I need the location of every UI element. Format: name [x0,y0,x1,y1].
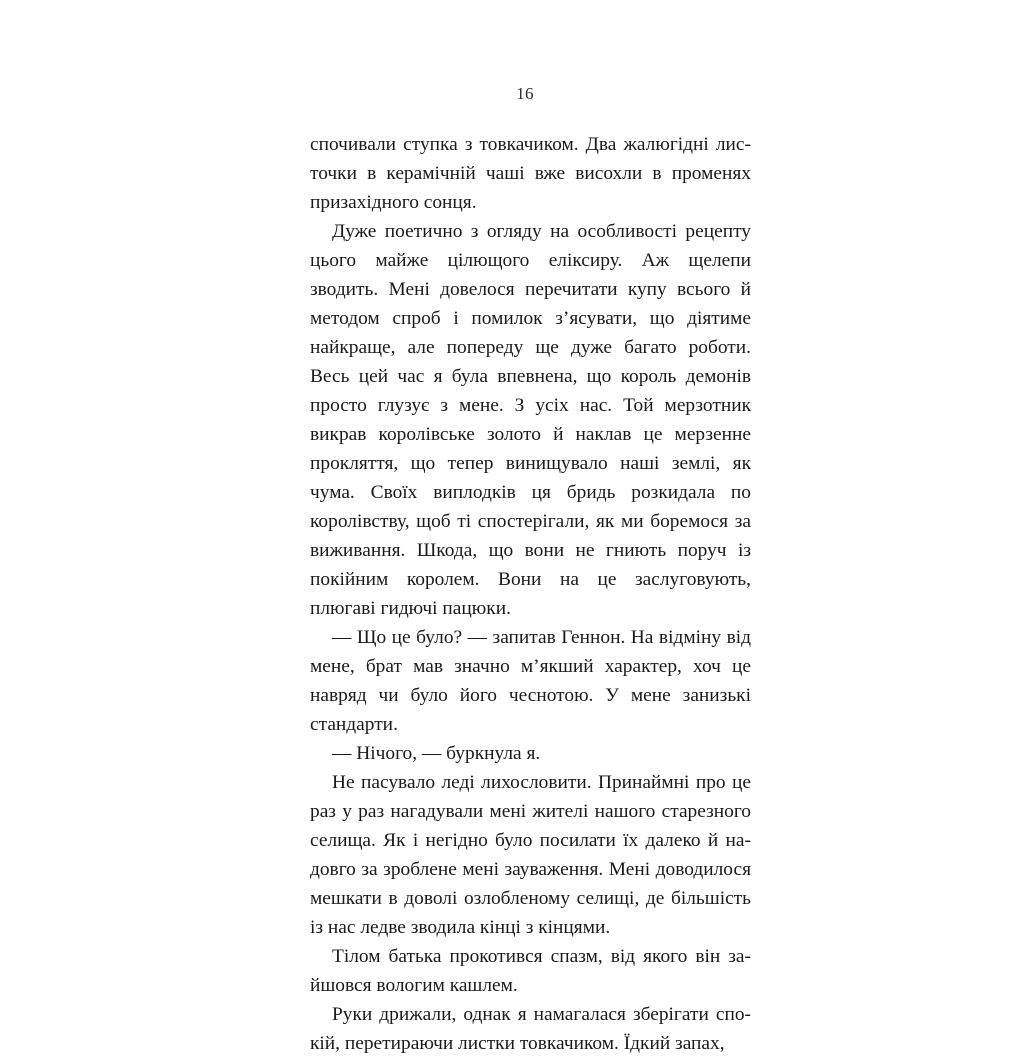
page-number: 16 [516,84,534,103]
paragraph-hands: Руки дрижали, однак я намагалася зберігати спокій, перетираючи листки товкачиком. Їдкий запах, [310,1004,751,1054]
body-text-block [310,130,751,1058]
paragraph-dialogue-gennon: — Що це було? — запитав Геннон. На відміну від мене, брат мав значно м’якший характер, хоч це навряд чи було його чеснотою. У мене занизькі стандарти. [310,627,751,735]
paragraph-elixir: Дуже поетично з огляду на особливості рецепту цього майже цілющого еліксиру. Аж щелепи зводить. Мені довелося перечитати купу всього й методом спроб і помилок з’ясувати, що діятиме найкраще, але попереду ще дуже багато роботи. Весь цей час я була впевнена, що король демонів просто глузує з мене. З усіх нас. Той мерзотник викрав королівське золото й наклав це мерзенне прокляття, що тепер винищувало наші землі, як чума. Своїх виплодків ця бридь розкидала по королівству, щоб ті спостерігали, як ми боремося за виживання. Шкода, що вони не гниють поруч із покійним королем. Вони на це заслуговують, плюгаві гидючі пацюки. [310,221,751,619]
paragraph-continued: спочивали ступка з товкачиком. Два жалюгідні листочки в керамічній чаші вже висохли в променях призахідного сонця. [310,134,751,213]
paragraph-lady: Не пасувало леді лихословити. Принаймні про це раз у раз нагадували мені жителі нашого старезного селища. Як і негідно було посилати їх далеко й надовго за зроблене мені зауваження. Мені доводилося мешкати в доволі озлобленому селищі, де більшість із нас ледве зводила кінці з кінцями. [310,772,751,938]
paragraph-father: Тілом батька прокотився спазм, від якого він зайшовся вологим кашлем. [310,946,751,996]
paragraph-dialogue-nothing: — Нічого, — буркнула я. [332,743,541,764]
